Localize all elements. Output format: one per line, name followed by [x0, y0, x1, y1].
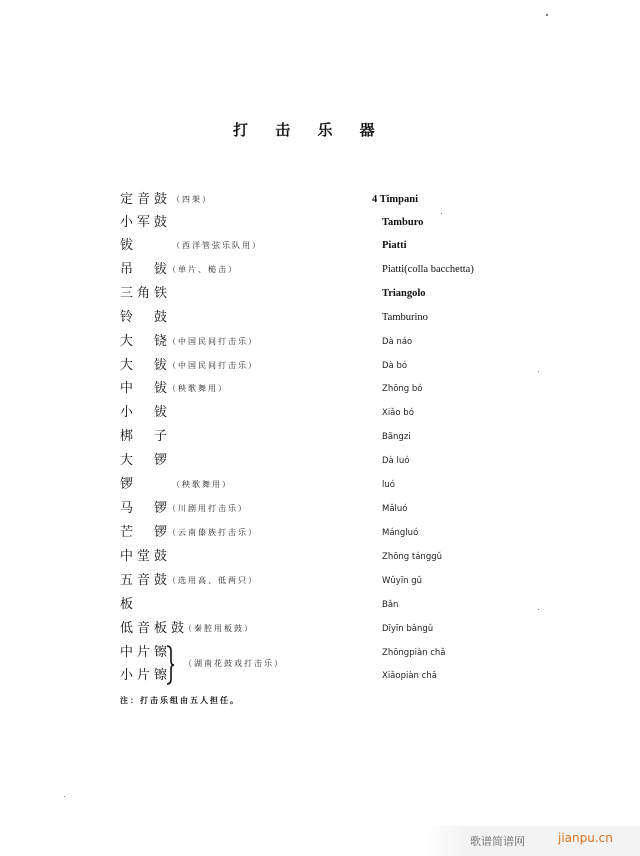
- instrument-name-cn-part1: 马: [120, 501, 134, 516]
- instrument-name-en: Triangolo: [382, 288, 426, 299]
- watermark-site-url[interactable]: jianpu.cn: [558, 831, 613, 845]
- instrument-note: （四架）: [172, 195, 212, 204]
- instrument-name-cn-part2: 钹: [154, 405, 168, 420]
- instrument-name-cn-part1: 小片镲: [120, 668, 172, 683]
- instrument-row: [0, 286, 640, 308]
- instrument-name-cn-part2: 锣: [154, 525, 168, 540]
- instrument-name-en: Zhōng bó: [382, 384, 423, 394]
- instrument-note: （秧歌舞用）: [172, 480, 232, 489]
- instrument-note: （云南傣族打击乐）: [168, 528, 258, 537]
- instrument-name-en: Wǔyīn gǔ: [382, 576, 423, 586]
- instrument-name-cn-part1: 中: [120, 381, 134, 396]
- instrument-row: [0, 549, 640, 571]
- instrument-name-cn-part2: 子: [154, 429, 168, 444]
- instrument-name-cn-part2: 锣: [154, 501, 168, 516]
- instrument-name-en: Zhōng tánggǔ: [382, 552, 443, 562]
- instrument-name-en: Mángluó: [382, 528, 419, 538]
- instrument-name-cn-part1: 芒: [120, 525, 134, 540]
- instrument-name-cn-part1: 小: [120, 405, 134, 420]
- instrument-name-en: Xiǎo bó: [382, 408, 414, 418]
- instrument-name-en: Bāngzi: [382, 432, 411, 442]
- instrument-name-en: Tamburino: [382, 312, 428, 323]
- instrument-name-cn-part1: 大: [120, 358, 134, 373]
- instrument-row: [0, 597, 640, 619]
- instrument-note: （中国民间打击乐）: [168, 361, 258, 370]
- instrument-name-cn-part2: 钹: [154, 262, 168, 277]
- instrument-name-en: luó: [382, 480, 395, 490]
- instrument-name-cn-part1: 大: [120, 453, 134, 468]
- scan-speck: [538, 371, 539, 372]
- footnote: 注：打击乐组由五人担任。: [120, 696, 240, 705]
- instrument-row: [0, 192, 640, 214]
- instrument-note: （选用高、低两只）: [168, 576, 258, 585]
- instrument-row: [0, 381, 640, 403]
- instrument-name-cn-part1: 中堂鼓: [120, 549, 172, 564]
- instrument-row: [0, 573, 640, 595]
- instrument-name-en: Dà bó: [382, 361, 408, 371]
- instrument-row: [0, 621, 640, 643]
- scan-speck: [441, 213, 442, 214]
- instrument-name-en: Dīyīn bǎngǔ: [382, 624, 434, 634]
- instrument-note: （川剧用打击乐）: [168, 504, 248, 513]
- instrument-row: [0, 668, 640, 690]
- watermark-site-name: 歌谱简谱网: [470, 835, 525, 848]
- instrument-name-cn-part1: 大: [120, 334, 134, 349]
- instrument-name-cn-part1: 梆: [120, 429, 134, 444]
- instrument-row: [0, 453, 640, 475]
- instrument-name-en: Bǎn: [382, 600, 399, 610]
- brace-note: （湖南花鼓戏打击乐）: [184, 659, 284, 668]
- instrument-note: （秧歌舞用）: [168, 384, 228, 393]
- instrument-name-en: Dà náo: [382, 337, 413, 347]
- instrument-row: [0, 405, 640, 427]
- instrument-name-en: Tamburo: [382, 217, 424, 228]
- instrument-row: [0, 238, 640, 260]
- page-title: 打 击 乐 器: [233, 121, 386, 139]
- instrument-name-en: Piatti(colla bacchetta): [382, 264, 474, 275]
- instrument-name-cn-part1: 三角铁: [120, 286, 172, 301]
- instrument-name-cn-part2: 鼓: [154, 310, 168, 325]
- instrument-name-cn-part1: 吊: [120, 262, 134, 277]
- instrument-name-cn-part1: 五音鼓: [120, 573, 172, 588]
- instrument-row: [0, 501, 640, 523]
- instrument-row: [0, 429, 640, 451]
- instrument-name-cn-part2: 铙: [154, 334, 168, 349]
- instrument-name-cn-part1: 钹: [120, 238, 134, 253]
- instrument-row: [0, 215, 640, 237]
- instrument-row: [0, 477, 640, 499]
- instrument-name-en: Piatti: [382, 240, 407, 251]
- instrument-note: （中国民间打击乐）: [168, 337, 258, 346]
- instrument-name-cn-part2: 锣: [154, 453, 168, 468]
- instrument-name-cn-part1: 低音板鼓: [120, 621, 189, 636]
- scan-speck: [546, 14, 548, 16]
- instrument-row: [0, 358, 640, 380]
- instrument-row: [0, 525, 640, 547]
- instrument-name-cn-part2: 钹: [154, 358, 168, 373]
- instrument-note: （西洋管弦乐队用）: [172, 241, 262, 250]
- instrument-name-cn-part2: 钹: [154, 381, 168, 396]
- watermark: [425, 826, 640, 856]
- scan-speck: [538, 609, 539, 610]
- instrument-name-cn-part1: 小军鼓: [120, 215, 172, 230]
- instrument-note: （秦腔用板鼓）: [184, 624, 254, 633]
- instrument-name-cn-part1: 锣: [120, 477, 134, 492]
- instrument-name-cn-part1: 铃: [120, 310, 134, 325]
- right-brace-icon: [166, 645, 174, 685]
- instrument-name-cn-part1: 定音鼓: [120, 192, 172, 207]
- scan-speck: [64, 796, 65, 797]
- instrument-name-en: 4 Timpani: [372, 194, 419, 205]
- instrument-name-en: Zhōngpiàn chǎ: [382, 648, 446, 658]
- instrument-row: [0, 310, 640, 332]
- instrument-note: （单片、槌击）: [168, 265, 238, 274]
- instrument-name-cn-part1: 中片镲: [120, 645, 172, 660]
- instrument-name-en: Mǎluó: [382, 504, 408, 514]
- instrument-name-en: Dà luó: [382, 456, 410, 466]
- instrument-row: [0, 334, 640, 356]
- instrument-name-en: Xiǎopiàn chǎ: [382, 671, 437, 681]
- instrument-name-cn-part1: 板: [120, 597, 134, 612]
- instrument-row: [0, 262, 640, 284]
- instrument-row: [0, 645, 640, 667]
